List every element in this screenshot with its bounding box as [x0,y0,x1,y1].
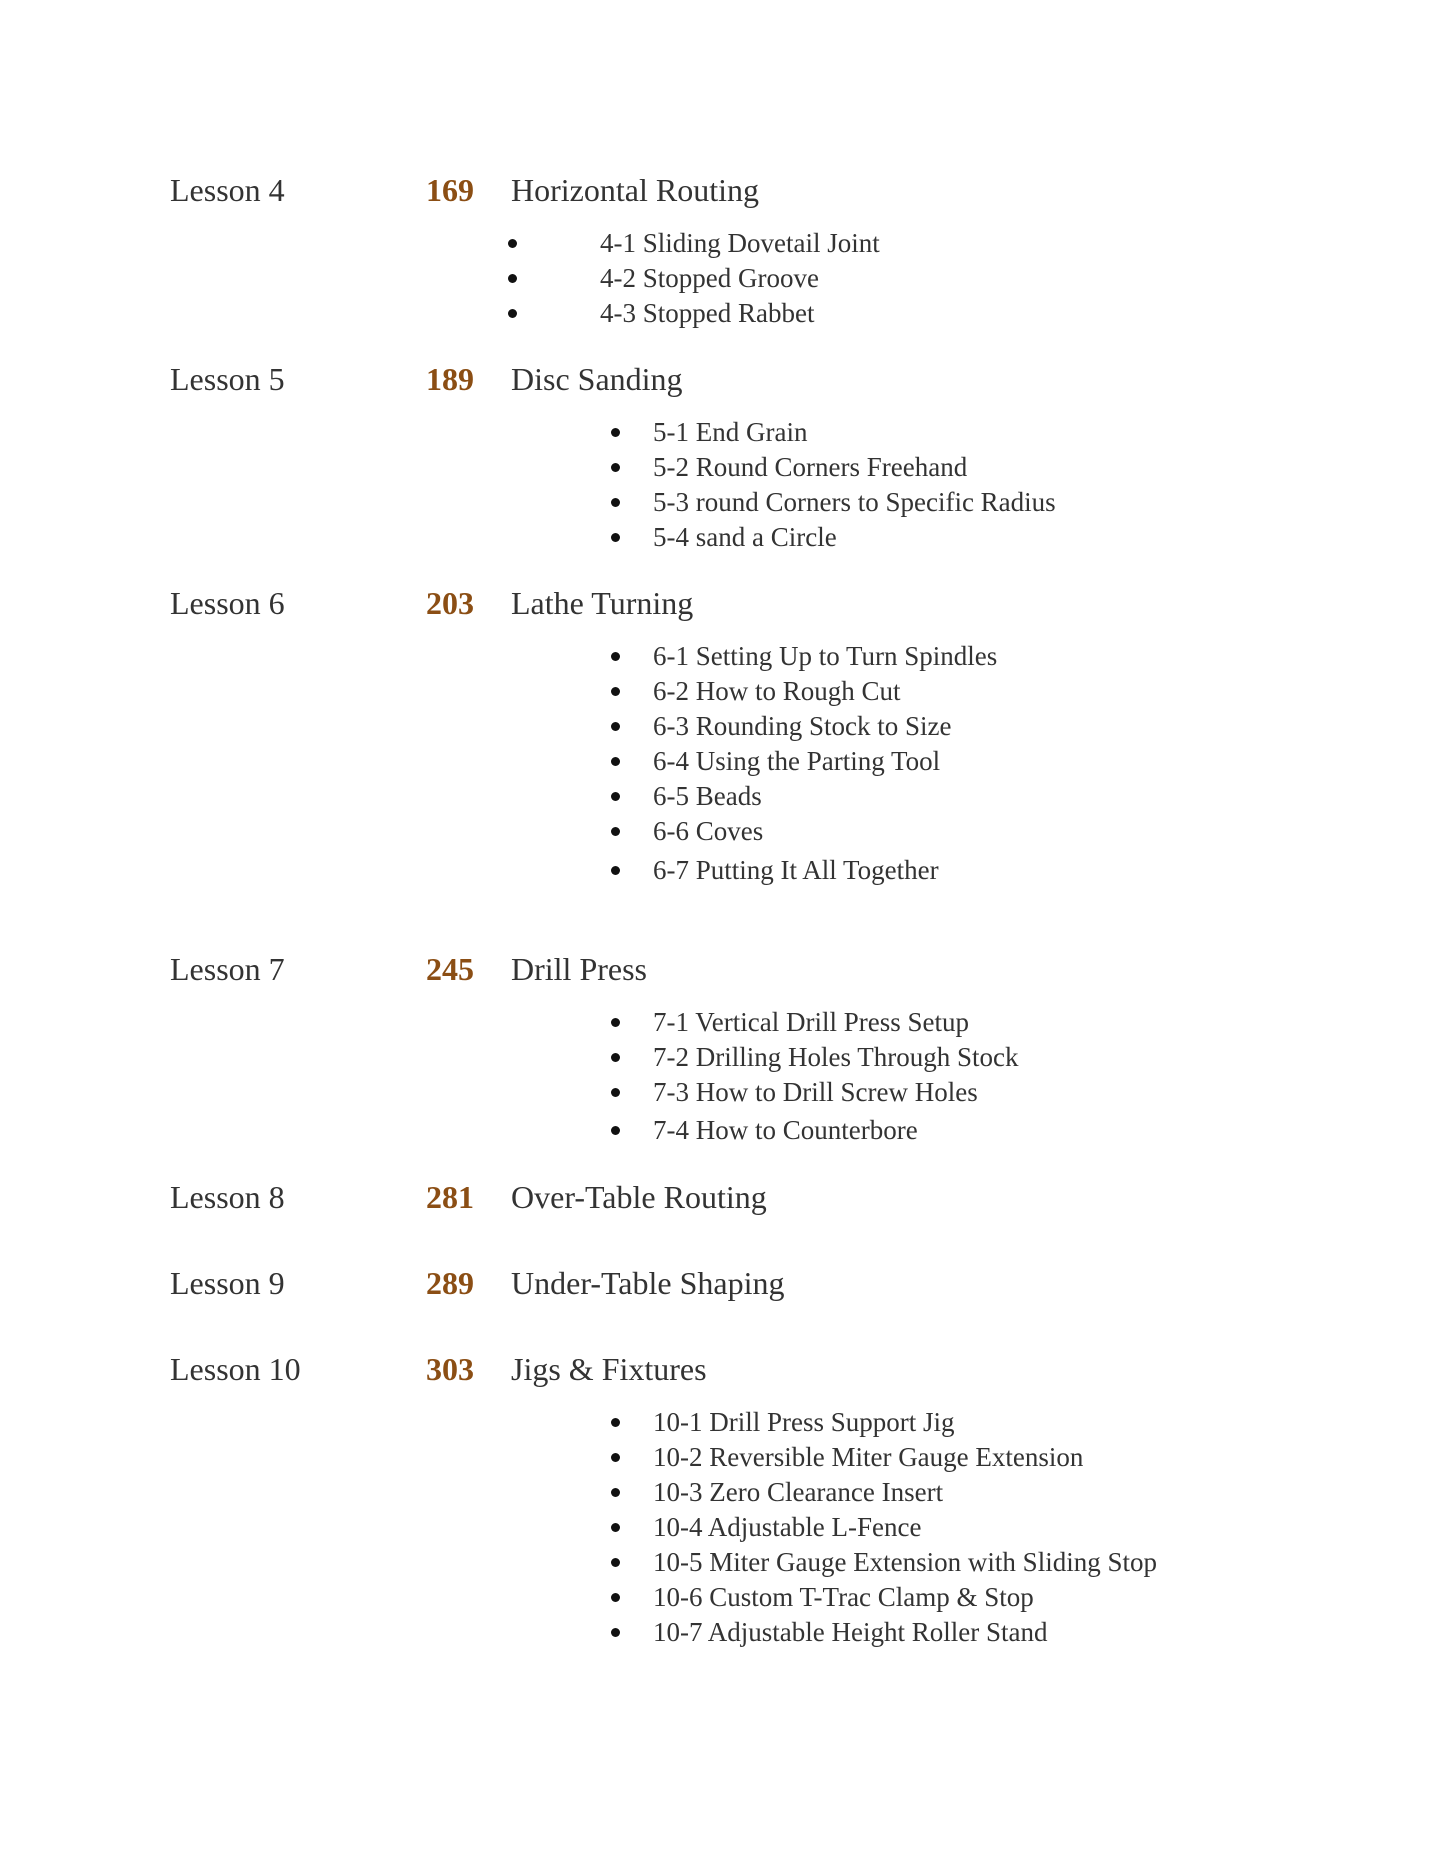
item-text: 7-2 Drilling Holes Through Stock [653,1042,1019,1072]
bullet-icon [611,498,620,507]
page-number[interactable]: 289 [426,1265,474,1301]
item-text: 10-6 Custom T-Trac Clamp & Stop [653,1582,1034,1612]
lesson-label: Lesson 4 [170,172,285,208]
bullet-icon [611,1558,620,1567]
bullet-icon [508,309,517,318]
bullet-icon [611,827,620,836]
bullet-icon [611,1593,620,1602]
lesson-title: Drill Press [511,951,647,987]
item-text: 6-6 Coves [653,816,764,846]
item-text: 5-1 End Grain [653,417,808,447]
item-text: 5-4 sand a Circle [653,522,837,552]
item-text: 7-3 How to Drill Screw Holes [653,1077,978,1107]
item-text: 5-2 Round Corners Freehand [653,452,968,482]
bullet-icon [611,866,620,875]
item-text: 10-5 Miter Gauge Extension with Sliding Stop [653,1547,1157,1577]
item-text: 4-3 Stopped Rabbet [600,298,815,328]
item-text: 10-4 Adjustable L-Fence [653,1512,922,1542]
lesson-title: Over-Table Routing [511,1179,767,1215]
lesson-label: Lesson 8 [170,1179,285,1215]
lesson-label: Lesson 9 [170,1265,285,1301]
lesson-title: Lathe Turning [511,585,694,621]
item-text: 6-4 Using the Parting Tool [653,746,941,776]
page-number[interactable]: 203 [426,585,474,621]
lesson-title: Disc Sanding [511,361,683,397]
item-text: 6-3 Rounding Stock to Size [653,711,952,741]
item-text: 6-5 Beads [653,781,762,811]
page-number[interactable]: 303 [426,1351,474,1387]
item-text: 10-1 Drill Press Support Jig [653,1407,955,1437]
bullet-icon [611,533,620,542]
item-text: 6-2 How to Rough Cut [653,676,901,706]
lesson-label: Lesson 5 [170,361,285,397]
bullet-icon [508,274,517,283]
bullet-icon [611,1053,620,1062]
item-text: 6-1 Setting Up to Turn Spindles [653,641,998,671]
bullet-icon [508,239,517,248]
bullet-icon [611,1523,620,1532]
item-text: 7-4 How to Counterbore [653,1115,918,1145]
bullet-icon [611,1453,620,1462]
page-number[interactable]: 189 [426,361,474,397]
bullet-icon [611,687,620,696]
bullet-icon [611,1418,620,1427]
bullet-icon [611,1628,620,1637]
bullet-icon [611,792,620,801]
item-text: 7-1 Vertical Drill Press Setup [653,1007,969,1037]
bullet-icon [611,1018,620,1027]
item-text: 6-7 Putting It All Together [653,855,939,885]
bullet-icon [611,722,620,731]
bullet-icon [611,1488,620,1497]
lesson-title: Horizontal Routing [511,172,759,208]
bullet-icon [611,652,620,661]
item-text: 4-2 Stopped Groove [600,263,819,293]
lesson-label: Lesson 6 [170,585,285,621]
bullet-icon [611,1126,620,1135]
item-text: 10-3 Zero Clearance Insert [653,1477,944,1507]
bullet-icon [611,757,620,766]
page-number[interactable]: 281 [426,1179,474,1215]
page-number[interactable]: 245 [426,951,474,987]
lesson-label: Lesson 7 [170,951,285,987]
item-text: 10-2 Reversible Miter Gauge Extension [653,1442,1084,1472]
item-text: 10-7 Adjustable Height Roller Stand [653,1617,1048,1647]
bullet-icon [611,463,620,472]
lesson-title: Under-Table Shaping [511,1265,785,1301]
bullet-icon [611,428,620,437]
page-number[interactable]: 169 [426,172,474,208]
item-text: 5-3 round Corners to Specific Radius [653,487,1056,517]
lesson-title: Jigs & Fixtures [511,1351,707,1387]
lesson-label: Lesson 10 [170,1351,301,1387]
bullet-icon [611,1088,620,1097]
item-text: 4-1 Sliding Dovetail Joint [600,228,880,258]
